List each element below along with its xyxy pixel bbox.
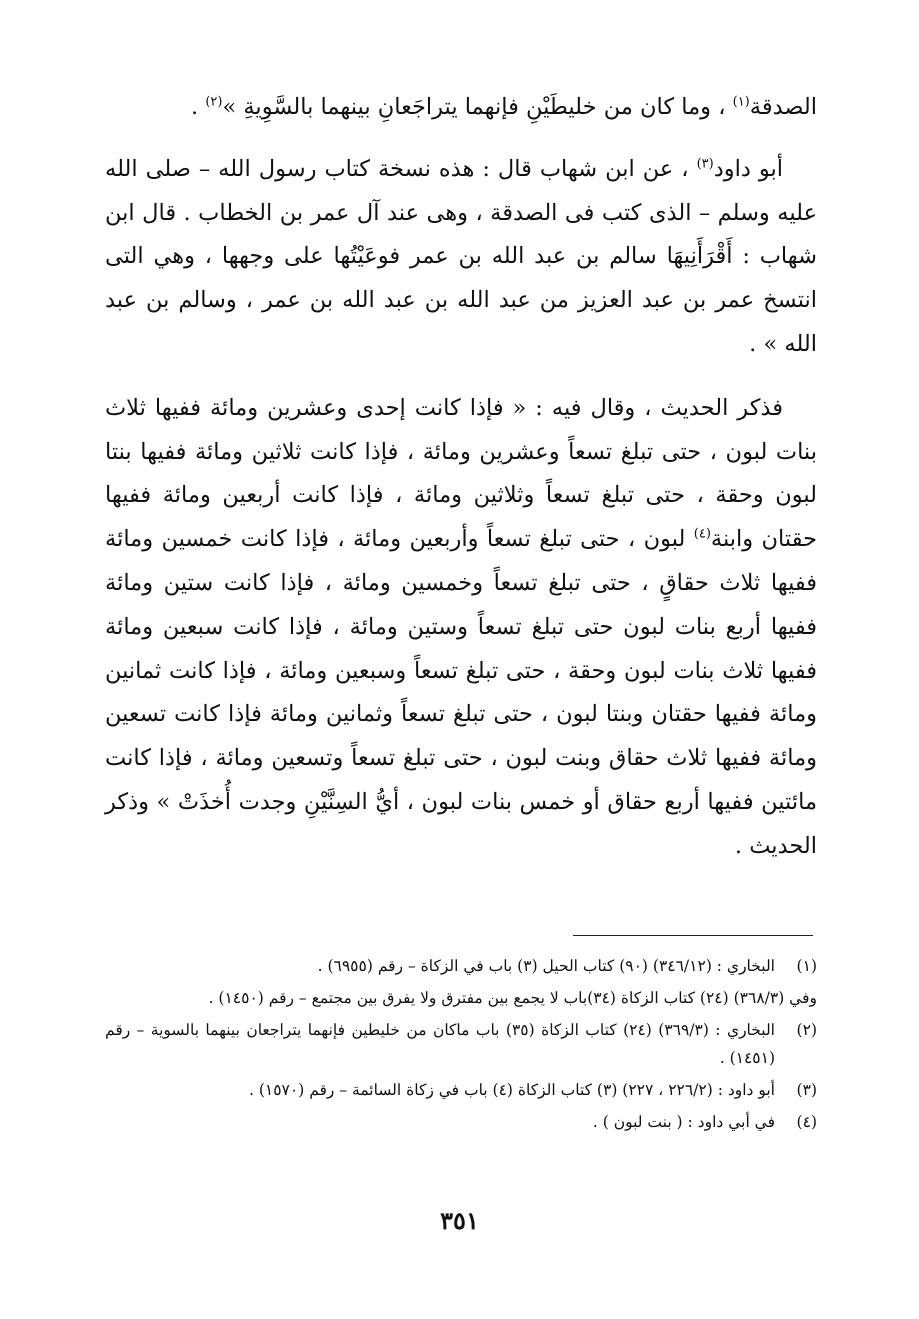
main-text bbox=[105, 86, 817, 869]
footnote-number: (٢) bbox=[796, 1021, 817, 1039]
footnote-ref-3[interactable]: (٣) bbox=[696, 156, 714, 172]
footnote-number: (٣) bbox=[796, 1081, 817, 1099]
footnote-separator bbox=[573, 935, 813, 936]
footnote-ref-2[interactable]: (٢) bbox=[205, 94, 223, 110]
footnote-ref-4[interactable]: (٤) bbox=[693, 526, 711, 542]
page-number: ٣٥١ bbox=[440, 1206, 479, 1235]
paragraph-1-text-b: ، وما كان من خليطَيْنِ فإنهما يتراجَعانِ بينهما بالسَّوِيةِ » bbox=[222, 94, 733, 120]
footnote-1-continuation: وفي (٣٦٨/٣) (٢٤) كتاب الزكاة (٣٤)باب لا يجمع بين مفترق ولا يفرق بين مجتمع – رقم (١٤٥٠) . bbox=[208, 989, 817, 1007]
footnote-ref-1[interactable]: (١) bbox=[732, 94, 750, 110]
footnote-3 bbox=[105, 1076, 817, 1104]
paragraph-1-text-c: . bbox=[191, 94, 206, 120]
paragraph-3-text-a: فذكر الحديث ، وقال فيه : « فإذا كانت إحدى وعشرين ومائة ففيها ثلاث بنات لبون ، حتى تبلغ تسعاً وعشرين ومائة ، فإذا كانت ثلاثين ومائة ففيها بنتا لبون وحقة ، حتى تبلغ تسعاً وثلاثين ومائة ، فإذا كانت أربعين ومائة ففيها حقتان وابنة bbox=[105, 394, 817, 553]
footnote-text: البخاري : (٣٤٦/١٢) (٩٠) كتاب الحيل (٣) باب في الزكاة – رقم (٦٩٥٥) . bbox=[317, 957, 775, 975]
footnotes bbox=[105, 952, 817, 1140]
footnote-text: في أبي داود : ( بنت لبون ) . bbox=[592, 1113, 775, 1131]
footnote-4 bbox=[105, 1108, 817, 1136]
paragraph-3-text-b: لبون ، حتى تبلغ تسعاً وأربعين ومائة ، فإذا كانت خمسين ومائة ففيها ثلاث حقاقٍ ، حتى تبلغ تسعاً وخمسين ومائة ، فإذا كانت ستين ومائة ففيها أربع بنات لبون حتى تبلغ تسعاً وستين ومائة ، فإذا كانت سبعين ومائة ففيها ثلاث بنات لبون وحقة ، حتى تبلغ تسعاً وسبعين ومائة ، فإذا كانت ثمانين ومائة ففيها حقتان وبنتا لبون ، حتى تبلغ تسعاً وثمانين ومائة فإذا كانت تسعين ومائة ففيها ثلاث حقاق وبنت لبون ، حتى تبلغ تسعاً وتسعين ومائة ، فإذا كانت مائتين ففيها أربع حقاق أو خمس بنات لبون ، أيُّ السِنَّيْنِ وجدت أُخذَتْ » وذكر الحديث . bbox=[105, 526, 817, 859]
footnote-2 bbox=[105, 1016, 817, 1072]
paragraph-1 bbox=[105, 86, 817, 130]
footnote-number: (١) bbox=[796, 957, 817, 975]
paragraph-2-text-b: ، عن ابن شهاب قال : هذه نسخة كتاب رسول الله – صلى الله عليه وسلم – الذى كتب فى الصدقة ، وهى عند آل عمر بن الخطاب . قال ابن شهاب : أَقْرَأَنِيهَا سالم بن عبد الله بن عمر فوعَيْتُها على وجهها ، وهي التى انتسخ عمر بن عبد العزيز من عبد الله بن عبد الله بن عمر ، وسالم بن عبد الله » . bbox=[105, 155, 817, 357]
paragraph-3 bbox=[105, 387, 817, 869]
footnote-text: أبو داود : (٢٢٦/٢ ، ٢٢٧) (٣) كتاب الزكاة (٤) باب في زكاة السائمة – رقم (١٥٧٠) . bbox=[249, 1081, 775, 1099]
footnote-number: (٤) bbox=[796, 1113, 817, 1131]
paragraph-2 bbox=[105, 148, 817, 367]
paragraph-2-text-a: أبو داود bbox=[713, 155, 783, 182]
footnote-1 bbox=[105, 952, 817, 980]
footnote-text: البخاري : (٣٦٩/٣) (٢٤) كتاب الزكاة (٣٥) باب ماكان من خليطين فإنهما يتراجعان بينهما بالسوية – رقم (١٤٥١) . bbox=[105, 1021, 775, 1067]
paragraph-1-text-a: الصدقة bbox=[749, 94, 817, 120]
